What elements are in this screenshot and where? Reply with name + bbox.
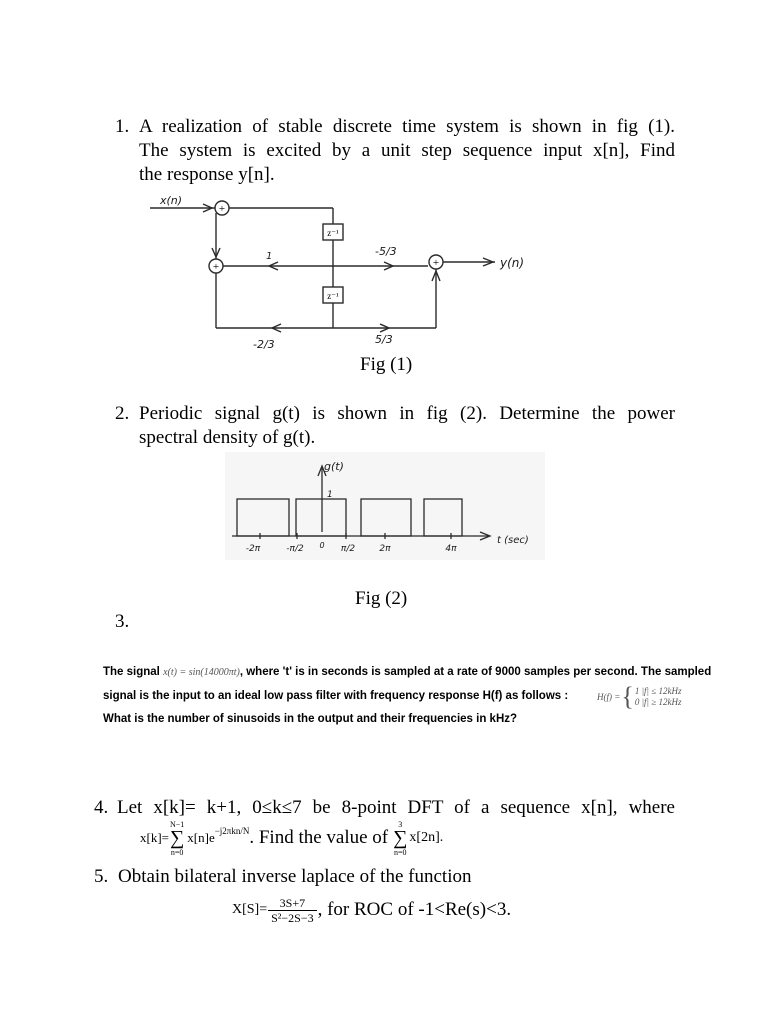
q4-sum2-upper-limit: 3 — [398, 819, 403, 829]
q2-number: 2. — [115, 403, 130, 424]
q4-sum2-summation — [393, 820, 407, 857]
fig2-pulse-plot — [0, 450, 768, 565]
q3-text-b: , where 't' is in seconds is sampled at a rate of 9000 samples per second. The sampled — [239, 666, 712, 678]
gain-top-right: -5/3 — [375, 245, 397, 258]
y-axis-label: g(t) — [324, 460, 344, 473]
q3-line-2: signal is the input to an ideal low pass filter with frequency response H(f) as follows : — [103, 690, 569, 702]
q5-lhs: X[S]= — [232, 902, 268, 917]
q1-line-3: the response y[n]. — [139, 164, 275, 185]
q3-hf-case-2: 0 |f| ≥ 12kHz — [634, 697, 682, 707]
gain-top-left: 1 — [266, 251, 273, 262]
q2-line-2: spectral density of g(t). — [139, 427, 316, 448]
q4-formula-line — [140, 816, 443, 860]
tick-label: π/2 — [340, 544, 356, 554]
q3-hf-lhs: H(f) = — [597, 692, 621, 702]
q3-hf-definition — [597, 684, 681, 710]
q1-number: 1. — [115, 116, 130, 137]
q1-line-1: A realization of stable discrete time system is shown in fig (1). — [139, 116, 675, 137]
q3-number: 3. — [115, 611, 130, 632]
q4-find-text: . Find the value of — [249, 827, 389, 848]
q4-number: 4. — [94, 797, 109, 818]
q3-signal-expression: x(t) = sin(14000πt) — [163, 667, 240, 678]
q2-line-1: Periodic signal g(t) is shown in fig (2). Determine the power — [139, 403, 675, 424]
q5-roc-text: , for ROC of -1<Re(s)<3. — [317, 899, 512, 920]
adder-top-plus: + — [218, 203, 226, 215]
q5-numerator: 3S+7 — [279, 895, 306, 910]
gain-bottom-left: -2/3 — [253, 338, 275, 351]
q3-hf-cases — [635, 686, 682, 708]
q3-hf-case-1: 1 |f| ≤ 12kHz — [634, 686, 682, 696]
fig2-caption: Fig (2) — [355, 588, 408, 609]
tick-label: 0 — [319, 541, 325, 550]
tick-label: -2π — [245, 544, 261, 554]
q4-sum-upper-limit: N−1 — [170, 819, 185, 829]
x-axis-label: t (sec) — [497, 535, 529, 546]
q5-fraction — [268, 896, 316, 925]
tick-label: 4π — [445, 544, 457, 554]
q4-sum2-lower-limit: n=0 — [394, 847, 407, 857]
output-label: y(n) — [500, 256, 525, 270]
gain-bottom-right: 5/3 — [375, 333, 393, 346]
q3-line-3: What is the number of sinusoids in the output and their frequencies in kHz? — [103, 713, 518, 725]
input-label: x(n) — [160, 194, 183, 207]
fig1-caption: Fig (1) — [360, 354, 413, 375]
q4-dft-exponent: −j2πkn/N — [214, 826, 250, 836]
delay-label-2: z⁻¹ — [327, 291, 339, 301]
fig1-block-diagram — [0, 190, 768, 355]
q4-dft-lhs: x[k]= — [140, 830, 169, 845]
tick-label: 2π — [379, 544, 391, 554]
q3-text-a: The signal — [103, 666, 160, 678]
q3-line-1 — [103, 666, 711, 678]
q3-brace: { — [621, 682, 634, 711]
q4-dft-body: x[n]e — [187, 830, 215, 845]
q4-sum2-body: x[2n]. — [409, 830, 444, 845]
q4-sum-lower-limit: n=0 — [170, 847, 184, 857]
q4-line-1: Let x[k]= k+1, 0≤k≤7 be 8-point DFT of a sequence x[n], where — [117, 797, 675, 818]
tick-label: -π/2 — [286, 544, 304, 554]
sigma-symbol: ∑ — [393, 826, 408, 849]
q5-formula-line — [232, 890, 511, 930]
delay-label-1: z⁻¹ — [327, 228, 339, 238]
q5-line-1: Obtain bilateral inverse laplace of the function — [118, 866, 472, 887]
adder-left-plus: + — [212, 261, 220, 273]
q1-line-2: The system is excited by a unit step sequence input x[n], Find — [139, 140, 675, 161]
amplitude-label: 1 — [327, 490, 333, 500]
q5-denominator: S²−2S−3 — [271, 910, 314, 925]
q4-dft-summation — [170, 820, 184, 857]
sigma-symbol: ∑ — [170, 826, 185, 849]
adder-right-plus: + — [432, 257, 440, 269]
q5-number: 5. — [94, 866, 109, 887]
